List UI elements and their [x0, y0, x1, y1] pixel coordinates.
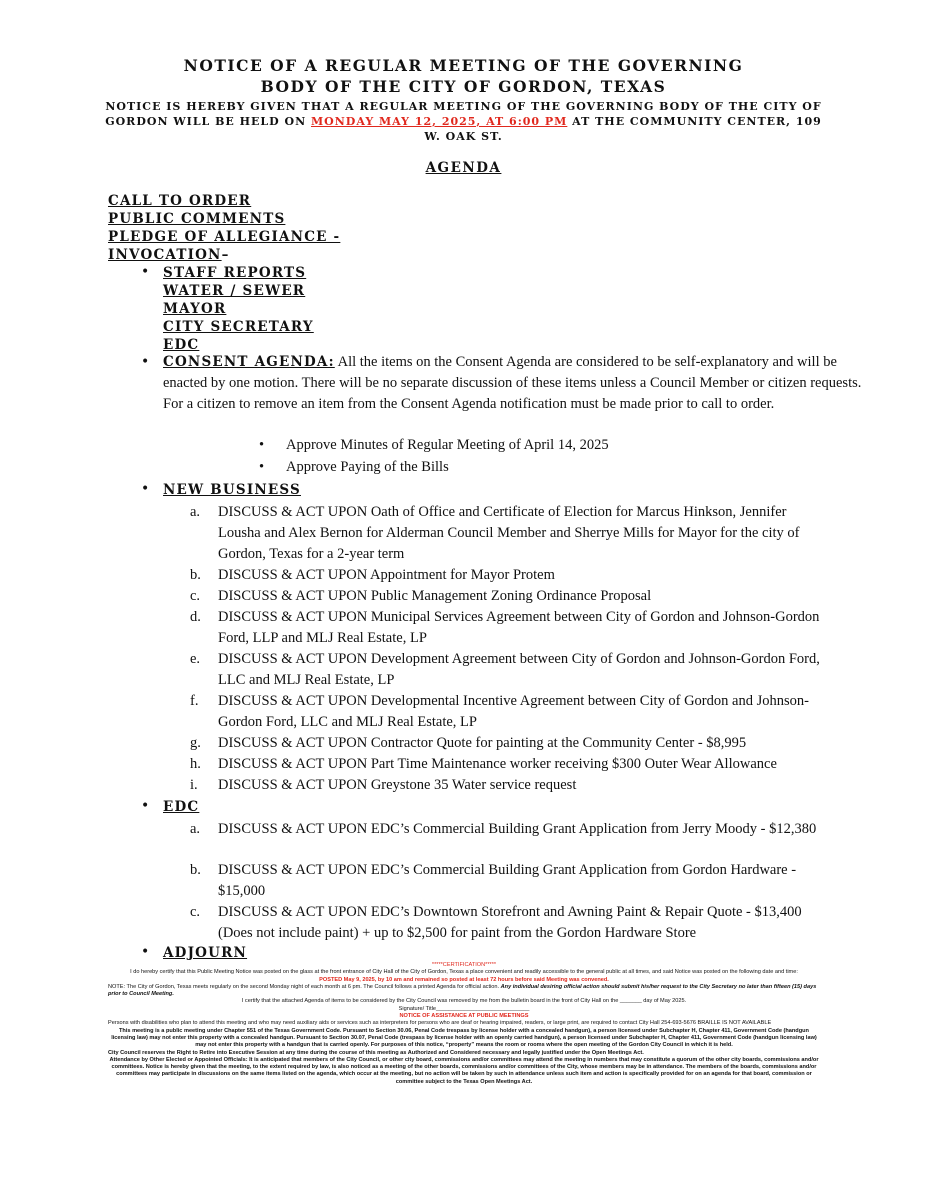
title-line-1: NOTICE OF A REGULAR MEETING OF THE GOVERNING: [183, 56, 744, 75]
pledge-of-allegiance: PLEDGE OF ALLEGIANCE -: [108, 229, 341, 245]
agenda-heading: AGENDA: [425, 160, 502, 176]
invocation-dash: –: [221, 247, 230, 263]
item-letter: a.: [190, 821, 201, 837]
list-item: [190, 733, 820, 754]
list-item: [190, 586, 820, 607]
note-italic-text: Any individual desiring official action should submit his/her request to the City Secretary no later than fifteen (15) days prior to Council Meeting.: [108, 983, 817, 998]
list-item: [190, 607, 820, 649]
item-letter: i.: [190, 777, 198, 793]
consent-item: [259, 437, 609, 454]
item-text: DISCUSS & ACT UPON Contractor Quote for painting at the Community Center - $8,995: [218, 735, 747, 751]
consent-agenda-label: CONSENT AGENDA:: [163, 354, 335, 370]
list-item: [190, 775, 820, 796]
public-comments: PUBLIC COMMENTS: [108, 211, 286, 227]
consent-item-text: Approve Paying of the Bills: [286, 459, 449, 475]
edc-report: EDC: [163, 337, 200, 353]
item-letter: c.: [190, 588, 201, 604]
notice-prefix: NOTICE IS HEREBY GIVEN THAT A REGULAR MEETING OF THE GOVERNING BODY OF THE CITY OF GORDON WILL BE HELD ON: [105, 100, 822, 128]
item-text: DISCUSS & ACT UPON Oath of Office and Certificate of Election for Marcus Hinkson, Jennifer Lousha and Alex Bernon for Alderman Council Member and Sherrye Mills for Mayor for the city of Gordon, Texas for a 2-year term: [218, 504, 800, 562]
item-letter: c.: [190, 904, 201, 920]
item-text: DISCUSS & ACT UPON Municipal Services Agreement between City of Gordon and Johnson-Gordon Ford, LLP and MLJ Real Estate, LP: [218, 609, 820, 646]
consent-item-text: Approve Minutes of Regular Meeting of April 14, 2025: [286, 437, 609, 453]
item-text: DISCUSS & ACT UPON Part Time Maintenance worker receiving $300 Outer Wear Allowance: [218, 756, 777, 772]
list-item: [190, 502, 820, 565]
adjourn-heading: ADJOURN: [163, 945, 248, 961]
mayor-report: MAYOR: [163, 301, 227, 317]
public-meeting-text: This meeting is a public meeting under Chapter 551 of the Texas Government Code. Pursuant to Section 30.06, Penal Code trespass by license holder with a concealed handgun), a person licensed under Subchapter H, Chapter 411, Government Code (handgun licensing law) may not enter this property with a concealed handgun. Pursuant to Section 30.07, Penal Code (trespass by license holder with an openly carried handgun), a person licensed under Subchapter H, Chapter 411, Government Code (handgun licensing law) may not enter this property with a handgun that is carried openly. For purposes of this notice, “property” means the room or rooms where the open meeting of the Gordon City Council in which it is held.: [111, 1027, 817, 1049]
consent-agenda-text: All the items on the Consent Agenda are considered to be self-explanatory and will be enacted by one motion. There will be no separate discussion of these items unless a Council Member or citizen requests. For a citizen to remove an item from the Consent Agenda notification must be made prior to call to order.: [163, 354, 862, 412]
item-letter: b.: [190, 862, 201, 878]
bullet-icon: •: [141, 798, 150, 814]
note-text: NOTE: The City of Gordon, Texas meets regularly on the second Monday night of each month at 6 pm. The Council follows a printed Agenda for official action.: [108, 983, 501, 990]
certification-statement: I do hereby certify that this Public Meeting Notice was posted on the glass at the front entrance of City Hall of the City of Gordon, Texas a place convenient and readily accessible to the general public at all times, and said Notice was posted on the following date and time:: [130, 969, 798, 976]
assistance-heading: NOTICE OF ASSISTANCE AT PUBLIC MEETINGS: [399, 1013, 529, 1020]
item-letter: g.: [190, 735, 201, 751]
regular-meeting-note: [108, 984, 820, 999]
removal-certification: I certify that the attached Agenda of items to be considered by the City Council was removed by me from the bulletin board in the front of City Hall on the _______ day of May 2025.: [241, 998, 687, 1005]
item-text: DISCUSS & ACT UPON EDC’s Downtown Storefront and Awning Paint & Repair Quote - $13,400 (Does not include paint) + up to $2,500 for paint from the Gordon Hardware Store: [218, 904, 802, 941]
list-item: [190, 649, 820, 691]
posted-date: POSTED May 9, 2025, by 10 am and remained so posted at least 72 hours before said Meeting was convened.: [319, 976, 609, 983]
bullet-icon: •: [259, 437, 265, 453]
list-item: [190, 819, 820, 840]
staff-reports: STAFF REPORTS: [163, 265, 307, 281]
certification-heading: *****CERTIFICATION*****: [431, 962, 497, 968]
item-letter: b.: [190, 567, 201, 583]
item-letter: f.: [190, 693, 199, 709]
item-text: DISCUSS & ACT UPON Appointment for Mayor Protem: [218, 567, 555, 583]
item-text: DISCUSS & ACT UPON EDC’s Commercial Building Grant Application from Jerry Moody - $12,380: [218, 821, 817, 837]
consent-item: [259, 459, 449, 476]
notice-suffix: AT THE COMMUNITY CENTER, 109 W. OAK ST.: [424, 115, 822, 143]
item-letter: d.: [190, 609, 201, 625]
list-item: [190, 860, 820, 902]
item-letter: h.: [190, 756, 201, 772]
item-text: DISCUSS & ACT UPON Greystone 35 Water service request: [218, 777, 577, 793]
meeting-date: MONDAY MAY 12, 2025, AT 6:00 PM: [310, 115, 568, 128]
attendance-text: Attendance by Other Elected or Appointed Officials: It is anticipated that members of the City Council, or other city board, commissions and/or committees may attend the meeting in numbers that may constitute a quorum of the other city boards, commissions and/or committees. Notice is hereby given that the meeting, to the extent required by law, is also noticed as a meeting of the other boards, commissions and/or committees of the City, whose members may be in attendance. The members of the boards, commissions and/or committees may participate in discussions on the same items listed on the agenda, which occur at the meeting, but no action will be taken by such in attendance unless such item and action is specifically provided for on an agenda for that board, commission or committee subject to the Texas Open Meetings Act.: [109, 1056, 819, 1085]
bullet-icon: •: [141, 354, 150, 370]
list-item: [190, 565, 820, 586]
edc-heading: EDC: [163, 799, 200, 815]
list-item: [190, 902, 820, 944]
item-letter: a.: [190, 504, 201, 520]
invocation-line: [108, 246, 230, 264]
bullet-icon: •: [141, 944, 150, 960]
bullet-icon: •: [259, 459, 265, 475]
assistance-text: Persons with disabilities who plan to attend this meeting and who may need auxiliary aids or services such as interpreters for persons who are deaf or hearing impaired, readers, or large print, are required to contact City Hall 254-693-5676 BRAILLE IS NOT AVAILABLE: [108, 1020, 772, 1027]
city-secretary-report: CITY SECRETARY: [163, 319, 314, 335]
new-business-heading: NEW BUSINESS: [163, 482, 301, 498]
list-item: [190, 691, 820, 733]
title-line-2: BODY OF THE CITY OF GORDON, TEXAS: [260, 77, 667, 96]
item-letter: e.: [190, 651, 201, 667]
certification-block: [108, 962, 820, 1086]
item-text: DISCUSS & ACT UPON Development Agreement between City of Gordon and Johnson-Gordon Ford, LLC and MLJ Real Estate, LP: [218, 651, 820, 688]
item-text: DISCUSS & ACT UPON EDC’s Commercial Building Grant Application from Gordon Hardware - $15,000: [218, 862, 797, 899]
consent-agenda: [163, 352, 863, 415]
call-to-order: CALL TO ORDER: [108, 193, 252, 209]
bullet-icon: •: [141, 481, 150, 497]
item-text: DISCUSS & ACT UPON Developmental Incentive Agreement between City of Gordon and Johnson-Gordon Ford, LLC and MLJ Real Estate, LP: [218, 693, 809, 730]
signature-line: Signature/ Title______________________________: [398, 1005, 530, 1012]
list-item: [190, 754, 820, 775]
invocation: INVOCATION: [108, 247, 222, 263]
document-title: [90, 55, 837, 97]
meeting-notice: [100, 99, 827, 144]
bullet-icon: •: [141, 264, 150, 280]
executive-session-text: City Council reserves the Right to Retire into Executive Session at any time during the course of this meeting as Authorized and Considered necessary and legally justified under the Open Meetings Act.: [108, 1049, 644, 1056]
item-text: DISCUSS & ACT UPON Public Management Zoning Ordinance Proposal: [218, 588, 652, 604]
water-sewer-report: WATER / SEWER: [163, 283, 306, 299]
